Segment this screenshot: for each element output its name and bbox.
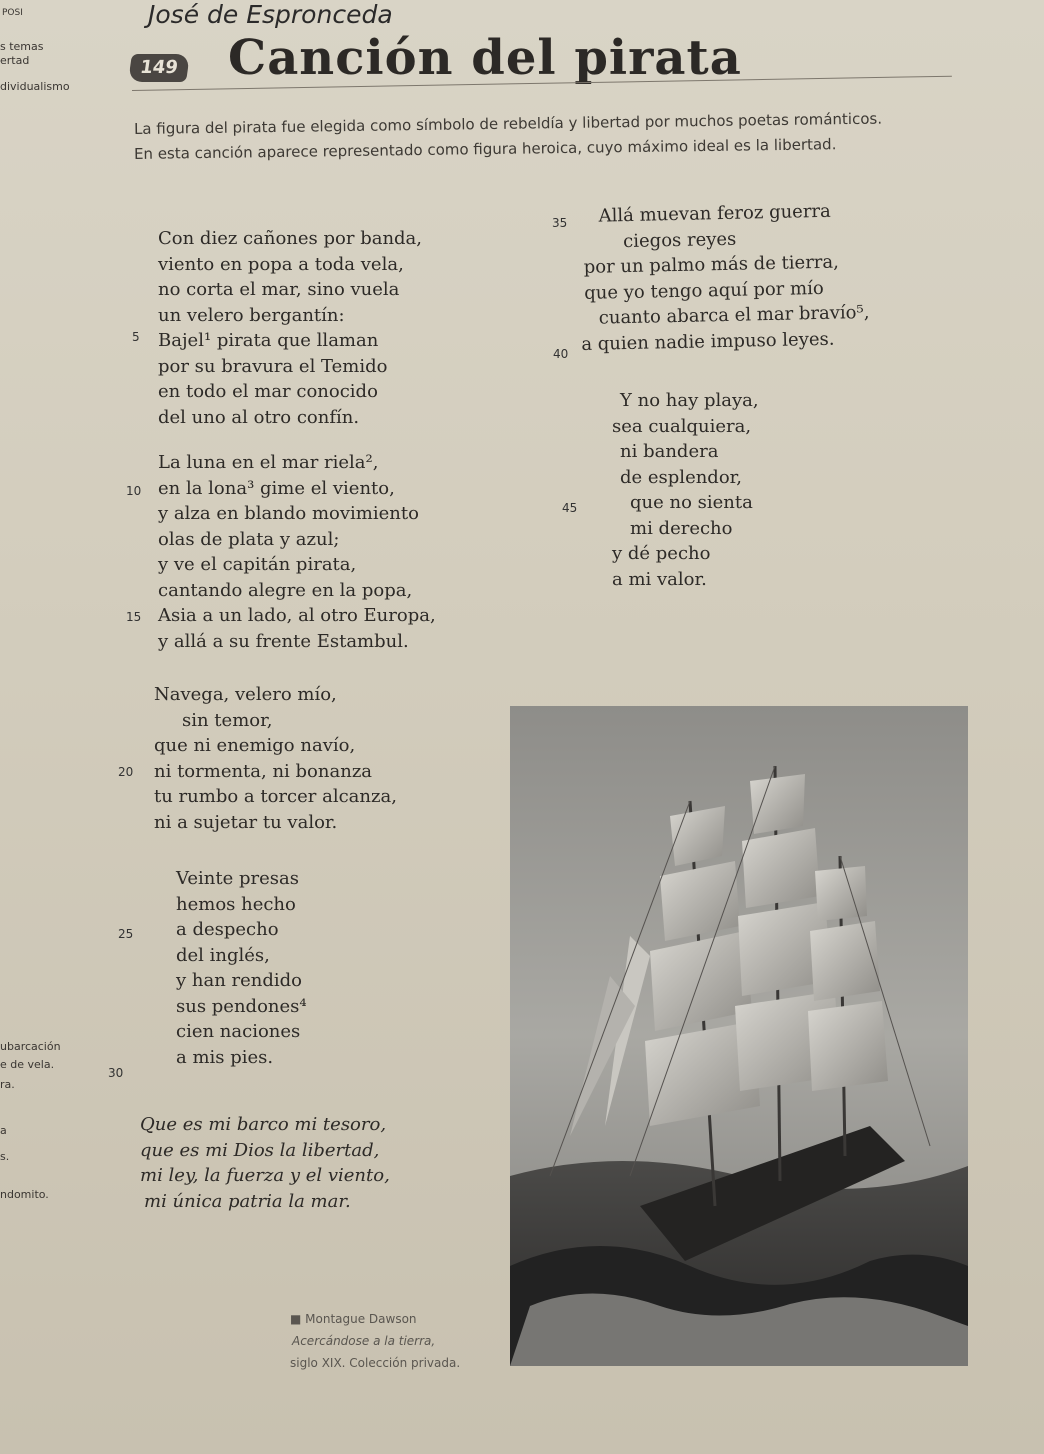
verse-line: sea cualquiera,	[612, 415, 752, 437]
poem-chorus	[140, 1112, 390, 1214]
verse-line: Allá muevan feroz guerra	[598, 200, 831, 227]
verse-line: Que es mi barco mi tesoro,	[140, 1114, 387, 1135]
verse-line: Veinte presas	[176, 868, 299, 889]
verse-line: que yo tengo aquí por mío	[584, 277, 824, 304]
poem-stanza	[154, 682, 397, 835]
verse-line: viento en popa a toda vela,	[158, 253, 404, 275]
verse-line: Navega, velero mío,	[154, 684, 337, 705]
verse-line: del inglés,	[176, 944, 270, 966]
verse-line: y ve el capitán pirata,	[158, 554, 357, 575]
verse-line: en todo el mar conocido	[158, 381, 378, 402]
ship-painting	[510, 706, 968, 1366]
side-note: dividualismo	[0, 80, 70, 93]
verse-line: cuanto abarca el mar bravío⁵,	[598, 301, 870, 329]
verse-line: a mi valor.	[612, 568, 707, 590]
verse-line: a despecho	[176, 919, 279, 940]
verse-line: hemos hecho	[176, 893, 296, 915]
poem-stanza	[158, 450, 436, 654]
side-note: e de vela.	[0, 1058, 55, 1071]
verse-line: ni bandera	[620, 441, 719, 462]
line-number: 45	[562, 501, 578, 515]
verse-line: y alza en blando movimiento	[158, 503, 419, 524]
verse-line: tu rumbo a torcer alcanza,	[154, 786, 397, 807]
poet-name: José de Espronceda	[148, 0, 393, 29]
verse-line: olas de plata y azul;	[158, 528, 340, 550]
page-title: Canción del pirata	[228, 30, 742, 86]
verse-line: que es mi Dios la libertad,	[140, 1139, 380, 1161]
verse-line: mi única patria la mar.	[144, 1190, 351, 1212]
verse-line: que ni enemigo navío,	[154, 735, 356, 756]
verse-line: del uno al otro confín.	[158, 406, 360, 428]
intro-line: La figura del pirata fue elegida como símbolo de rebeldía y libertad por muchos poetas románticos.	[133, 109, 883, 138]
side-note: a	[0, 1124, 7, 1137]
side-note: s.	[0, 1150, 10, 1163]
poem-stanza	[158, 226, 422, 430]
side-note: ra.	[0, 1078, 15, 1091]
line-number: 35	[552, 216, 568, 230]
side-note: ubarcación	[0, 1040, 61, 1053]
poem-stanza	[176, 866, 307, 1070]
verse-line: Bajel¹ pirata que llaman	[158, 330, 379, 351]
verse-line: mi ley, la fuerza y el viento,	[140, 1165, 390, 1186]
verse-line: Y no hay playa,	[620, 390, 759, 411]
verse-line: a mis pies.	[176, 1046, 274, 1068]
verse-line: sus pendones⁴	[176, 995, 307, 1017]
intro-line: En esta canción aparece representado como figura heroica, cuyo máximo ideal es la libertad.	[133, 135, 837, 163]
poem-stanza	[578, 198, 870, 357]
line-number: 10	[126, 484, 142, 498]
verse-line: no corta el mar, sino vuela	[158, 279, 400, 300]
side-note: ndomito.	[0, 1188, 49, 1201]
verse-line: por su bravura el Temido	[158, 355, 388, 377]
verse-line: ni a sujetar tu valor.	[154, 811, 338, 833]
painting-caption: Acercándose a la tierra,	[292, 1334, 436, 1348]
verse-line: en la lona³ gime el viento,	[158, 477, 395, 499]
verse-line: que no sienta	[630, 492, 753, 513]
verse-line: cien naciones	[176, 1021, 301, 1042]
verse-line: sin temor,	[182, 709, 273, 731]
verse-line: La luna en el mar riela²,	[158, 452, 379, 473]
verse-line: un velero bergantín:	[158, 304, 345, 326]
poem-stanza	[612, 388, 759, 592]
side-note: ertad	[0, 54, 30, 67]
side-note: s temas	[0, 40, 44, 53]
side-note: POSI	[2, 8, 23, 18]
verse-line: y dé pecho	[612, 543, 711, 564]
text-number-badge: 149	[128, 54, 190, 82]
verse-line: Asia a un lado, al otro Europa,	[158, 605, 436, 626]
verse-line: por un palmo más de tierra,	[583, 251, 840, 278]
line-number: 5	[132, 330, 140, 344]
verse-line: ciegos reyes	[622, 228, 737, 252]
verse-line: a quien nadie impuso leyes.	[581, 328, 835, 355]
verse-line: y han rendido	[176, 970, 303, 991]
line-number: 40	[553, 347, 569, 361]
verse-line: y allá a su frente Estambul.	[158, 630, 409, 652]
line-number: 30	[108, 1066, 124, 1080]
painting-caption: siglo XIX. Colección privada.	[290, 1356, 461, 1370]
verse-line: mi derecho	[630, 517, 733, 539]
verse-line: de esplendor,	[620, 466, 743, 488]
verse-line: ni tormenta, ni bonanza	[154, 760, 373, 782]
line-number: 15	[126, 610, 142, 624]
line-number: 25	[118, 927, 134, 941]
line-number: 20	[118, 765, 134, 779]
verse-line: Con diez cañones por banda,	[158, 228, 423, 249]
verse-line: cantando alegre en la popa,	[158, 579, 413, 601]
painting-caption: ■ Montague Dawson	[290, 1312, 417, 1326]
